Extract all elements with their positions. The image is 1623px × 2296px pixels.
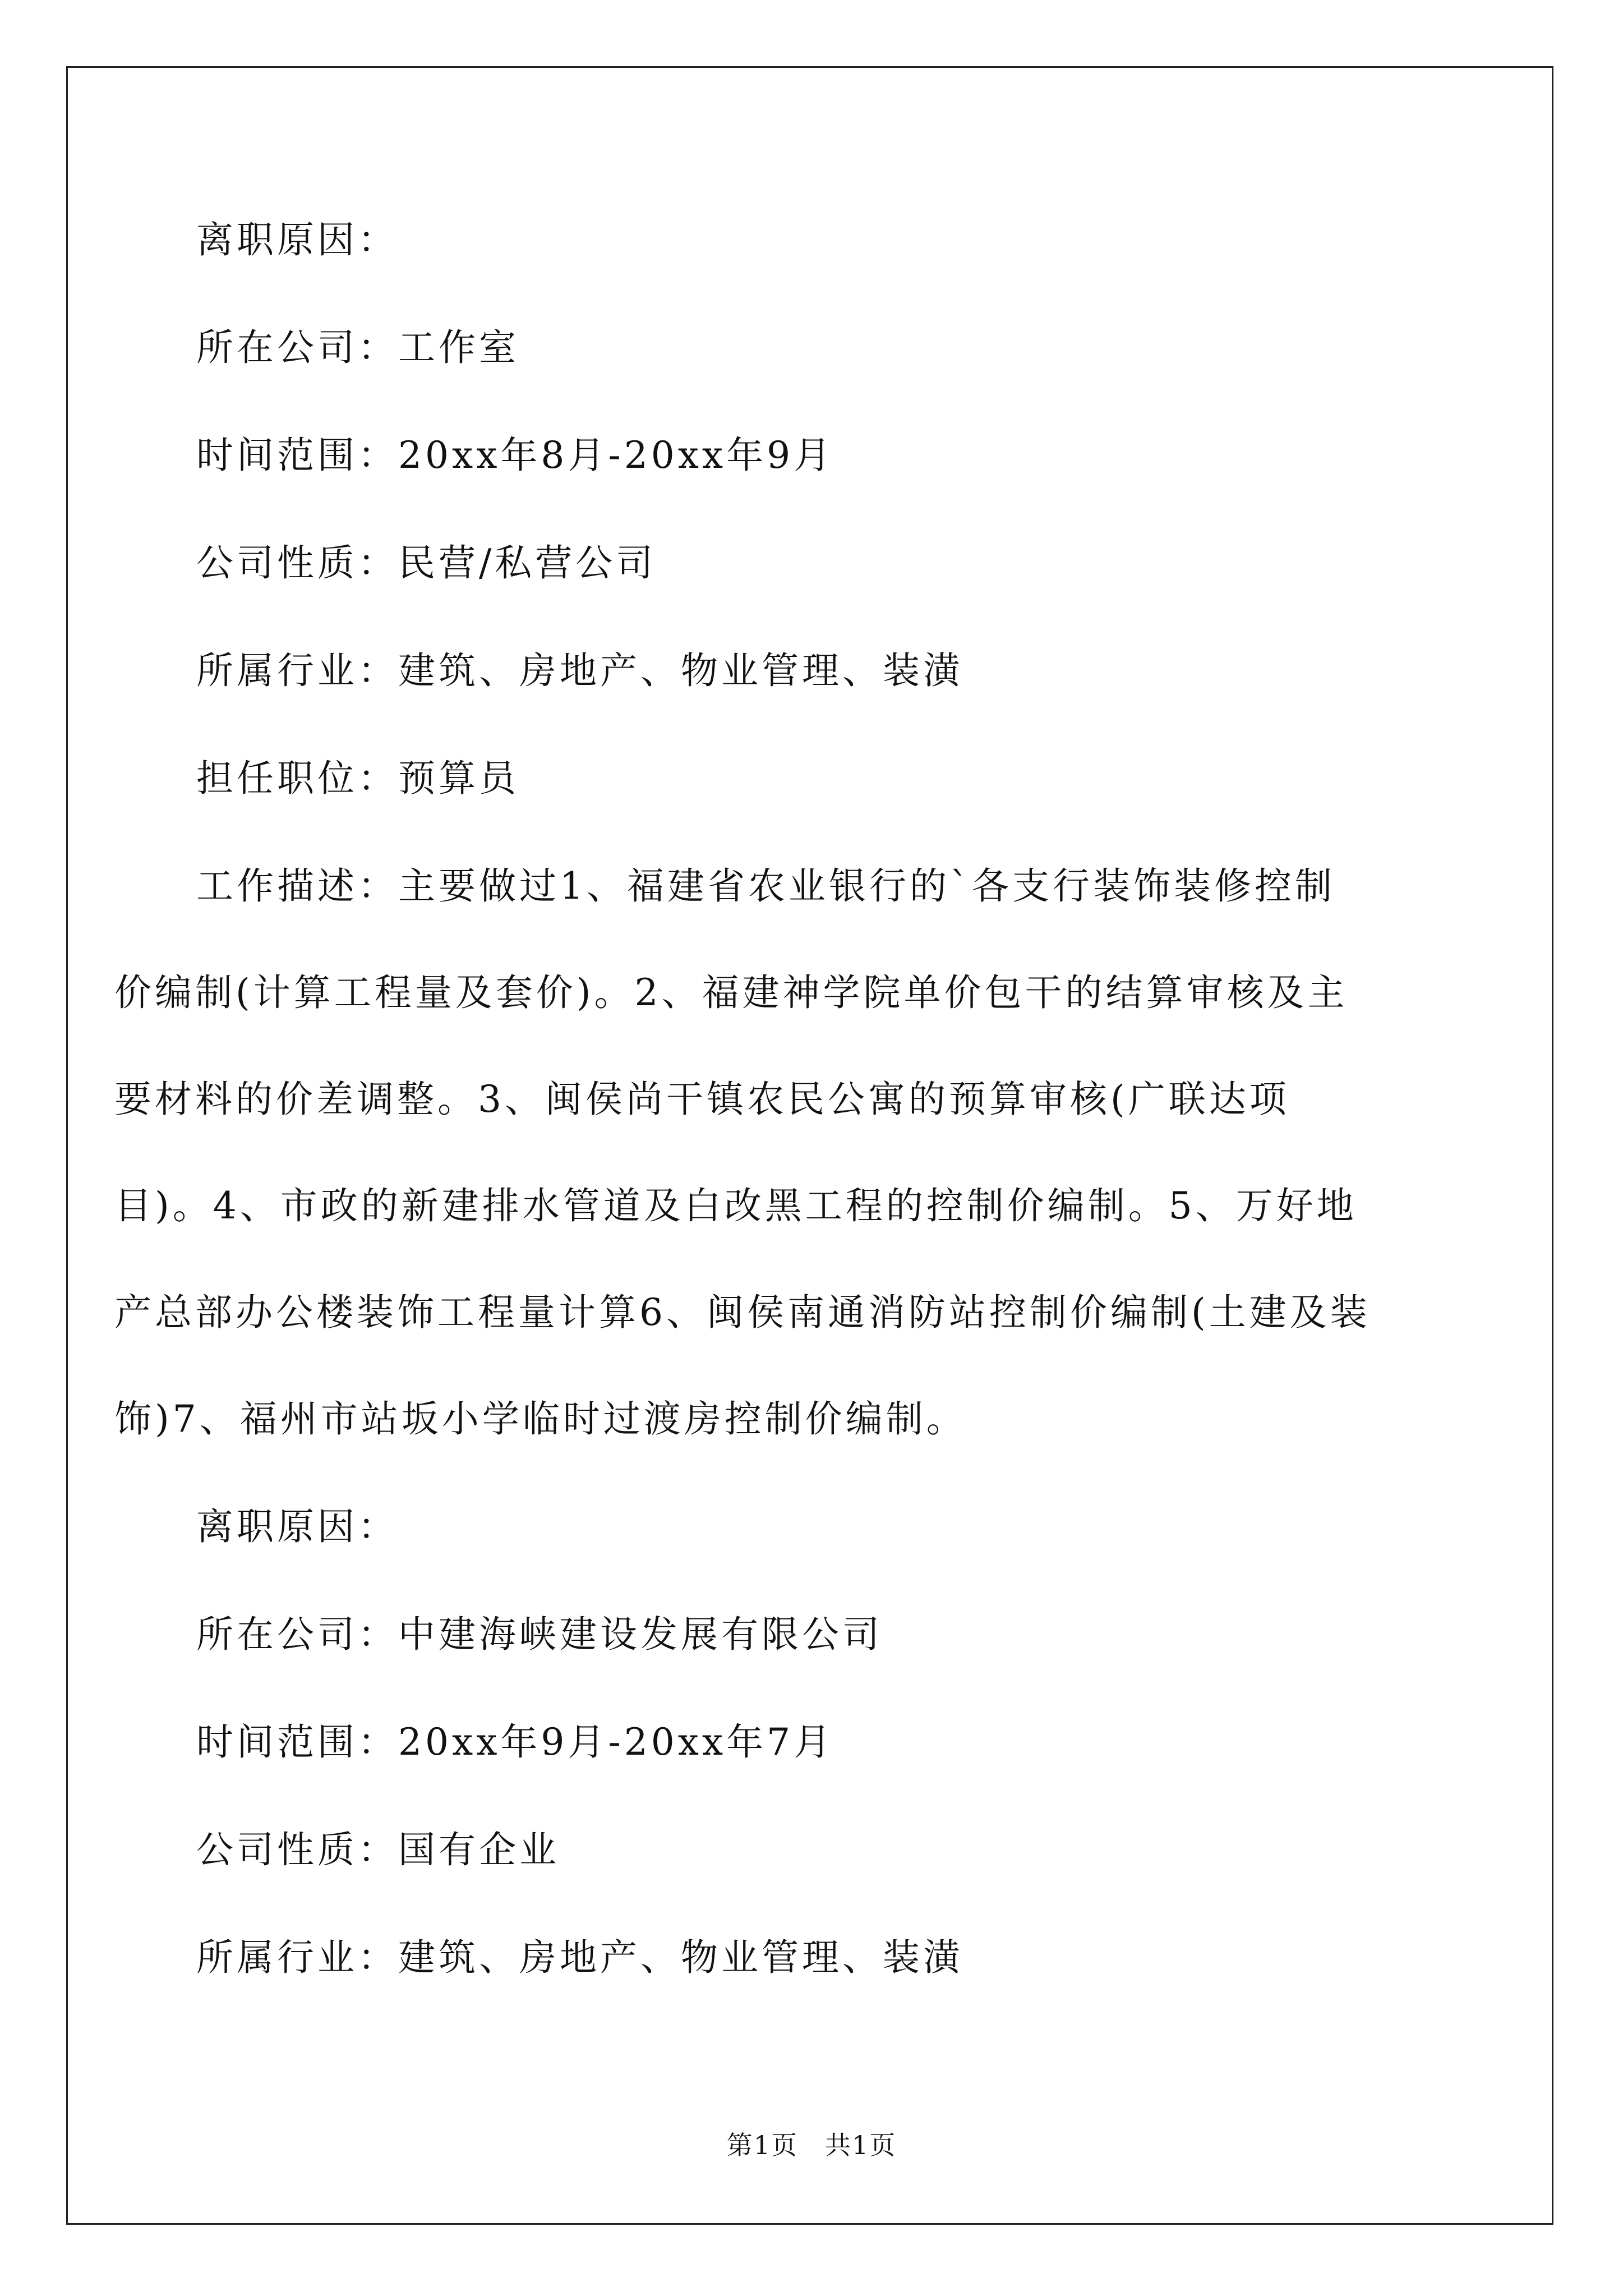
- paragraph-job-description: 工作描述：主要做过1、福建省农业银行的`各支行装饰装修控制价编制(计算工程量及套价)。2、福建神学院单价包干的结算审核及主要材料的价差调整。3、闽侯尚干镇农民公寓的预算审核(广联达项目)。4、市政的新建排水管道及白改黑工程的控制价编制。5、万好地产总部办公楼装饰工程量计算6、闽侯南通消防站控制价编制(土建及装饰)7、福州市站坂小学临时过渡房控制价编制。: [114, 864, 1371, 1441]
- paragraph-time-range-2: 时间范围：20xx年9月-20xx年7月: [196, 1720, 834, 1764]
- paragraph-company-1: 所在公司：工作室: [196, 326, 519, 369]
- paragraph-industry-2: 所属行业：建筑、房地产、物业管理、装潢: [196, 1936, 963, 1979]
- document-body: [114, 213, 1453, 2039]
- paragraph-company-2: 所在公司：中建海峡建设发展有限公司: [196, 1613, 883, 1656]
- paragraph-leave-reason-1: 离职原因：: [196, 218, 398, 261]
- page-footer: 第1页 共1页: [726, 2130, 897, 2160]
- paragraph-industry-1: 所属行业：建筑、房地产、物业管理、装潢: [196, 649, 963, 692]
- paragraph-company-type-2: 公司性质：国有企业: [196, 1828, 560, 1871]
- paragraph-position-1: 担任职位：预算员: [196, 757, 519, 800]
- paragraph-company-type-1: 公司性质：民营/私营公司: [196, 541, 657, 585]
- paragraph-time-range-1: 时间范围：20xx年8月-20xx年9月: [196, 434, 834, 477]
- paragraph-leave-reason-2: 离职原因：: [196, 1505, 398, 1548]
